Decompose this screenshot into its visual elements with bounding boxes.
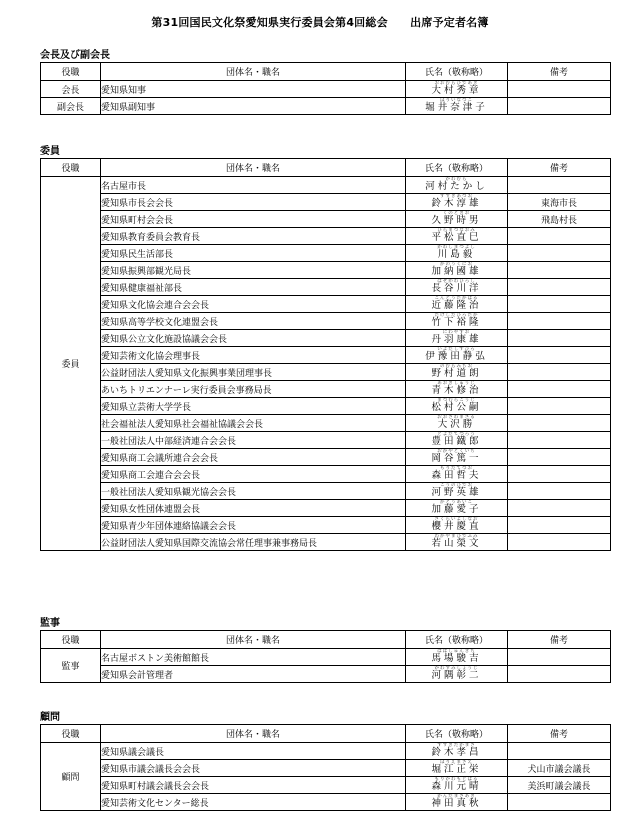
org-cell: 愛知芸術文化協会理事長 — [101, 347, 406, 364]
org-cell: 社会福祉法人愛知県社会福祉協議会会長 — [101, 415, 406, 432]
table-header-row — [41, 159, 611, 177]
name-cell — [406, 483, 508, 500]
name-cell — [406, 381, 508, 398]
role-cell: 監事 — [41, 649, 101, 683]
header-note: 備考 — [508, 159, 611, 177]
person-name: 青木修治 — [431, 385, 482, 396]
name-cell — [406, 415, 508, 432]
note-cell — [508, 262, 611, 279]
note-cell — [508, 432, 611, 449]
person-name: 伊豫田静弘 — [425, 351, 488, 362]
furigana: かわすみしょうじ — [434, 666, 479, 671]
org-cell: 愛知県議会議長 — [101, 743, 406, 760]
org-cell: 愛知県高等学校文化連盟会長 — [101, 313, 406, 330]
table-row — [41, 777, 611, 794]
furigana: もりかわもとはる — [434, 777, 479, 782]
note-cell: 東海市長 — [508, 194, 611, 211]
header-note: 備考 — [508, 63, 611, 81]
note-cell — [508, 534, 611, 551]
note-cell — [508, 364, 611, 381]
name-cell — [406, 245, 508, 262]
header-role: 役職 — [41, 725, 101, 743]
person-name: 堀井奈津子 — [425, 102, 488, 113]
page-title: 第31回国民文化祭愛知県実行委員会第4回総会 出席予定者名簿 — [151, 16, 489, 29]
person-name: 川島毅 — [437, 249, 476, 260]
note-cell — [508, 449, 611, 466]
table-row — [41, 649, 611, 666]
note-cell — [508, 500, 611, 517]
table-header-row — [41, 63, 611, 81]
person-name: 大沢勝 — [437, 419, 476, 430]
table-row — [41, 534, 611, 551]
org-cell: 愛知県女性団体連盟会長 — [101, 500, 406, 517]
person-name: 河隅彰二 — [431, 670, 482, 681]
org-cell: 名古屋市長 — [101, 177, 406, 194]
furigana: かとうあいこ — [440, 500, 473, 505]
note-cell: 犬山市議会議長 — [508, 760, 611, 777]
furigana: おおむらひであき — [434, 81, 479, 86]
table-row — [41, 483, 611, 500]
org-cell: 愛知県健康福祉部長 — [101, 279, 406, 296]
table-row — [41, 364, 611, 381]
name-cell — [406, 194, 508, 211]
note-cell — [508, 347, 611, 364]
table-row — [41, 381, 611, 398]
header-name: 氏名（敬称略） — [406, 159, 508, 177]
org-cell: 公益財団法人愛知県文化振興事業団理事長 — [101, 364, 406, 381]
table-row — [41, 228, 611, 245]
org-cell: 愛知県文化協会連合会会長 — [101, 296, 406, 313]
furigana: ほりいなつこ — [440, 98, 473, 103]
furigana: ほりえまさえ — [440, 760, 473, 765]
note-cell — [508, 313, 611, 330]
name-cell — [406, 98, 508, 115]
table-row — [41, 743, 611, 760]
section-heading-chair: 会長及び副会長 — [40, 50, 110, 61]
table-row — [41, 330, 611, 347]
name-cell — [406, 364, 508, 381]
furigana: かわむら — [445, 177, 468, 182]
table-row — [41, 194, 611, 211]
org-cell: 愛知県会計管理者 — [101, 666, 406, 683]
table-row — [41, 449, 611, 466]
table-row — [41, 466, 611, 483]
note-cell — [508, 381, 611, 398]
auditors-table — [40, 630, 611, 683]
name-cell — [406, 262, 508, 279]
person-name: 河野英雄 — [431, 487, 482, 498]
note-cell — [508, 98, 611, 115]
furigana: はせがわひろし — [437, 279, 476, 284]
name-cell — [406, 313, 508, 330]
name-cell — [406, 177, 508, 194]
note-cell — [508, 649, 611, 666]
person-name: 神田真秋 — [431, 798, 482, 809]
org-cell: 愛知県商工会議所連合会会長 — [101, 449, 406, 466]
org-cell: 愛知芸術文化センター総長 — [101, 794, 406, 811]
name-cell — [406, 500, 508, 517]
note-cell — [508, 666, 611, 683]
furigana: いよたしずひろ — [437, 347, 476, 352]
header-name: 氏名（敬称略） — [406, 725, 508, 743]
table-row — [41, 296, 611, 313]
name-cell — [406, 666, 508, 683]
name-cell — [406, 347, 508, 364]
note-cell — [508, 177, 611, 194]
table-row — [41, 347, 611, 364]
header-note: 備考 — [508, 631, 611, 649]
person-name: 森田哲夫 — [431, 470, 482, 481]
furigana: たけしたひろたか — [434, 313, 479, 318]
advisors-table — [40, 724, 611, 811]
role-cell: 副会長 — [41, 98, 101, 115]
person-name: 鈴木淳雄 — [431, 198, 482, 209]
org-cell: 愛知県町村会会長 — [101, 211, 406, 228]
note-cell — [508, 466, 611, 483]
table-row — [41, 517, 611, 534]
org-cell: 愛知県振興部観光局長 — [101, 262, 406, 279]
name-cell — [406, 81, 508, 98]
header-name: 氏名（敬称略） — [406, 63, 508, 81]
org-cell: 愛知県町村議会議長会会長 — [101, 777, 406, 794]
furigana: かわしまつよし — [437, 245, 476, 250]
note-cell — [508, 279, 611, 296]
header-role: 役職 — [41, 63, 101, 81]
person-name: 鈴木孝昌 — [431, 747, 482, 758]
org-cell: 愛知県教育委員会教育長 — [101, 228, 406, 245]
table-row — [41, 398, 611, 415]
header-org: 団体名・職名 — [101, 725, 406, 743]
person-name: 近藤隆治 — [431, 300, 482, 311]
role-cell: 委員 — [41, 177, 101, 551]
table-row — [41, 81, 611, 98]
role-cell: 会長 — [41, 81, 101, 98]
person-name: 豊田鐵郎 — [431, 436, 482, 447]
org-cell: 公益財団法人愛知県国際交流協会常任理事兼事務局長 — [101, 534, 406, 551]
name-cell — [406, 228, 508, 245]
name-cell — [406, 534, 508, 551]
name-cell — [406, 432, 508, 449]
org-cell: 一般社団法人愛知県観光協会会長 — [101, 483, 406, 500]
person-name: 丹羽康雄 — [431, 334, 482, 345]
header-note: 備考 — [508, 725, 611, 743]
name-cell — [406, 449, 508, 466]
name-cell — [406, 517, 508, 534]
org-cell: 愛知県市長会会長 — [101, 194, 406, 211]
section-heading-members: 委員 — [40, 146, 60, 157]
furigana: すずきたかまさ — [437, 743, 476, 748]
org-cell: 名古屋ボストン美術館館長 — [101, 649, 406, 666]
furigana: もりたてつお — [440, 466, 473, 471]
furigana: わかやまひでふみ — [434, 534, 479, 539]
note-cell — [508, 81, 611, 98]
org-cell: 愛知県公立文化施設協議会会長 — [101, 330, 406, 347]
name-cell — [406, 296, 508, 313]
org-cell: 愛知県立芸術大学学長 — [101, 398, 406, 415]
furigana: まつむらこうじ — [437, 398, 476, 403]
furigana: ひらまつなおみ — [437, 228, 476, 233]
table-row — [41, 415, 611, 432]
name-cell — [406, 794, 508, 811]
person-name: 長谷川洋 — [431, 283, 482, 294]
name-cell — [406, 330, 508, 347]
name-cell — [406, 466, 508, 483]
furigana: のむらみちお — [440, 364, 473, 369]
person-name: 平松直巳 — [431, 232, 482, 243]
table-row — [41, 177, 611, 194]
furigana: さくらいよしなお — [434, 517, 479, 522]
org-cell: 愛知県青少年団体連絡協議会会長 — [101, 517, 406, 534]
person-name: 松村公嗣 — [431, 402, 482, 413]
table-row — [41, 760, 611, 777]
header-role: 役職 — [41, 159, 101, 177]
note-cell — [508, 794, 611, 811]
person-name: 岡谷篤一 — [431, 453, 482, 464]
furigana: かんだまさあき — [437, 794, 476, 799]
table-header-row — [41, 631, 611, 649]
header-org: 団体名・職名 — [101, 159, 406, 177]
person-name: 森川元晴 — [431, 781, 482, 792]
header-role: 役職 — [41, 631, 101, 649]
org-cell: 一般社団法人中部経済連合会会長 — [101, 432, 406, 449]
name-cell — [406, 211, 508, 228]
note-cell: 飛島村長 — [508, 211, 611, 228]
role-cell: 顧問 — [41, 743, 101, 811]
section-heading-auditors: 監事 — [40, 618, 60, 629]
table-row — [41, 262, 611, 279]
table-row — [41, 313, 611, 330]
note-cell — [508, 743, 611, 760]
table-row — [41, 666, 611, 683]
name-cell — [406, 760, 508, 777]
table-row — [41, 279, 611, 296]
person-name: 堀江正栄 — [431, 764, 482, 775]
header-name: 氏名（敬称略） — [406, 631, 508, 649]
person-name: 加藤愛子 — [431, 504, 482, 515]
header-org: 団体名・職名 — [101, 63, 406, 81]
furigana: おかやとくいち — [437, 449, 476, 454]
name-cell — [406, 649, 508, 666]
person-name: 加納國雄 — [431, 266, 482, 277]
furigana: くのときお — [442, 211, 471, 216]
person-name: 野村道朗 — [431, 368, 482, 379]
note-cell — [508, 517, 611, 534]
person-name: 若山榮文 — [431, 538, 482, 549]
members-table — [40, 158, 611, 551]
person-name: 竹下裕隆 — [431, 317, 482, 328]
furigana: こんどうたかはる — [434, 296, 479, 301]
table-row — [41, 211, 611, 228]
org-cell: 愛知県商工会連合会会長 — [101, 466, 406, 483]
furigana: こうのひでお — [440, 483, 473, 488]
name-cell — [406, 743, 508, 760]
org-cell: 愛知県知事 — [101, 81, 406, 98]
table-row — [41, 432, 611, 449]
org-cell: 愛知県民生活部長 — [101, 245, 406, 262]
table-row — [41, 98, 611, 115]
person-name: 河村たかし — [425, 181, 488, 192]
furigana: おおさわまさる — [437, 415, 476, 420]
table-header-row — [41, 725, 611, 743]
note-cell — [508, 415, 611, 432]
name-cell — [406, 279, 508, 296]
section-heading-advisors: 顧問 — [40, 712, 60, 723]
furigana: すずきあつお — [439, 194, 474, 199]
name-cell — [406, 777, 508, 794]
org-cell: あいちトリエンナーレ実行委員会事務局長 — [101, 381, 406, 398]
table-row — [41, 500, 611, 517]
note-cell — [508, 398, 611, 415]
chair-table — [40, 62, 611, 115]
note-cell — [508, 296, 611, 313]
name-cell — [406, 398, 508, 415]
note-cell — [508, 330, 611, 347]
furigana: ばばしゅんきち — [437, 649, 476, 654]
person-name: 大村秀章 — [431, 85, 482, 96]
table-row — [41, 245, 611, 262]
person-name: 櫻井慶直 — [431, 521, 482, 532]
header-org: 団体名・職名 — [101, 631, 406, 649]
note-cell: 美浜町議会議長 — [508, 777, 611, 794]
note-cell — [508, 483, 611, 500]
table-row — [41, 794, 611, 811]
org-cell: 愛知県副知事 — [101, 98, 406, 115]
note-cell — [508, 245, 611, 262]
furigana: かのうくにお — [440, 262, 473, 267]
person-name: 久野時男 — [431, 215, 482, 226]
furigana: あおきしゅうじ — [437, 381, 476, 386]
furigana: とよだてつろう — [437, 432, 476, 437]
person-name: 馬場駿吉 — [431, 653, 482, 664]
note-cell — [508, 228, 611, 245]
furigana: にわやすお — [442, 330, 471, 335]
org-cell: 愛知県市議会議長会会長 — [101, 760, 406, 777]
